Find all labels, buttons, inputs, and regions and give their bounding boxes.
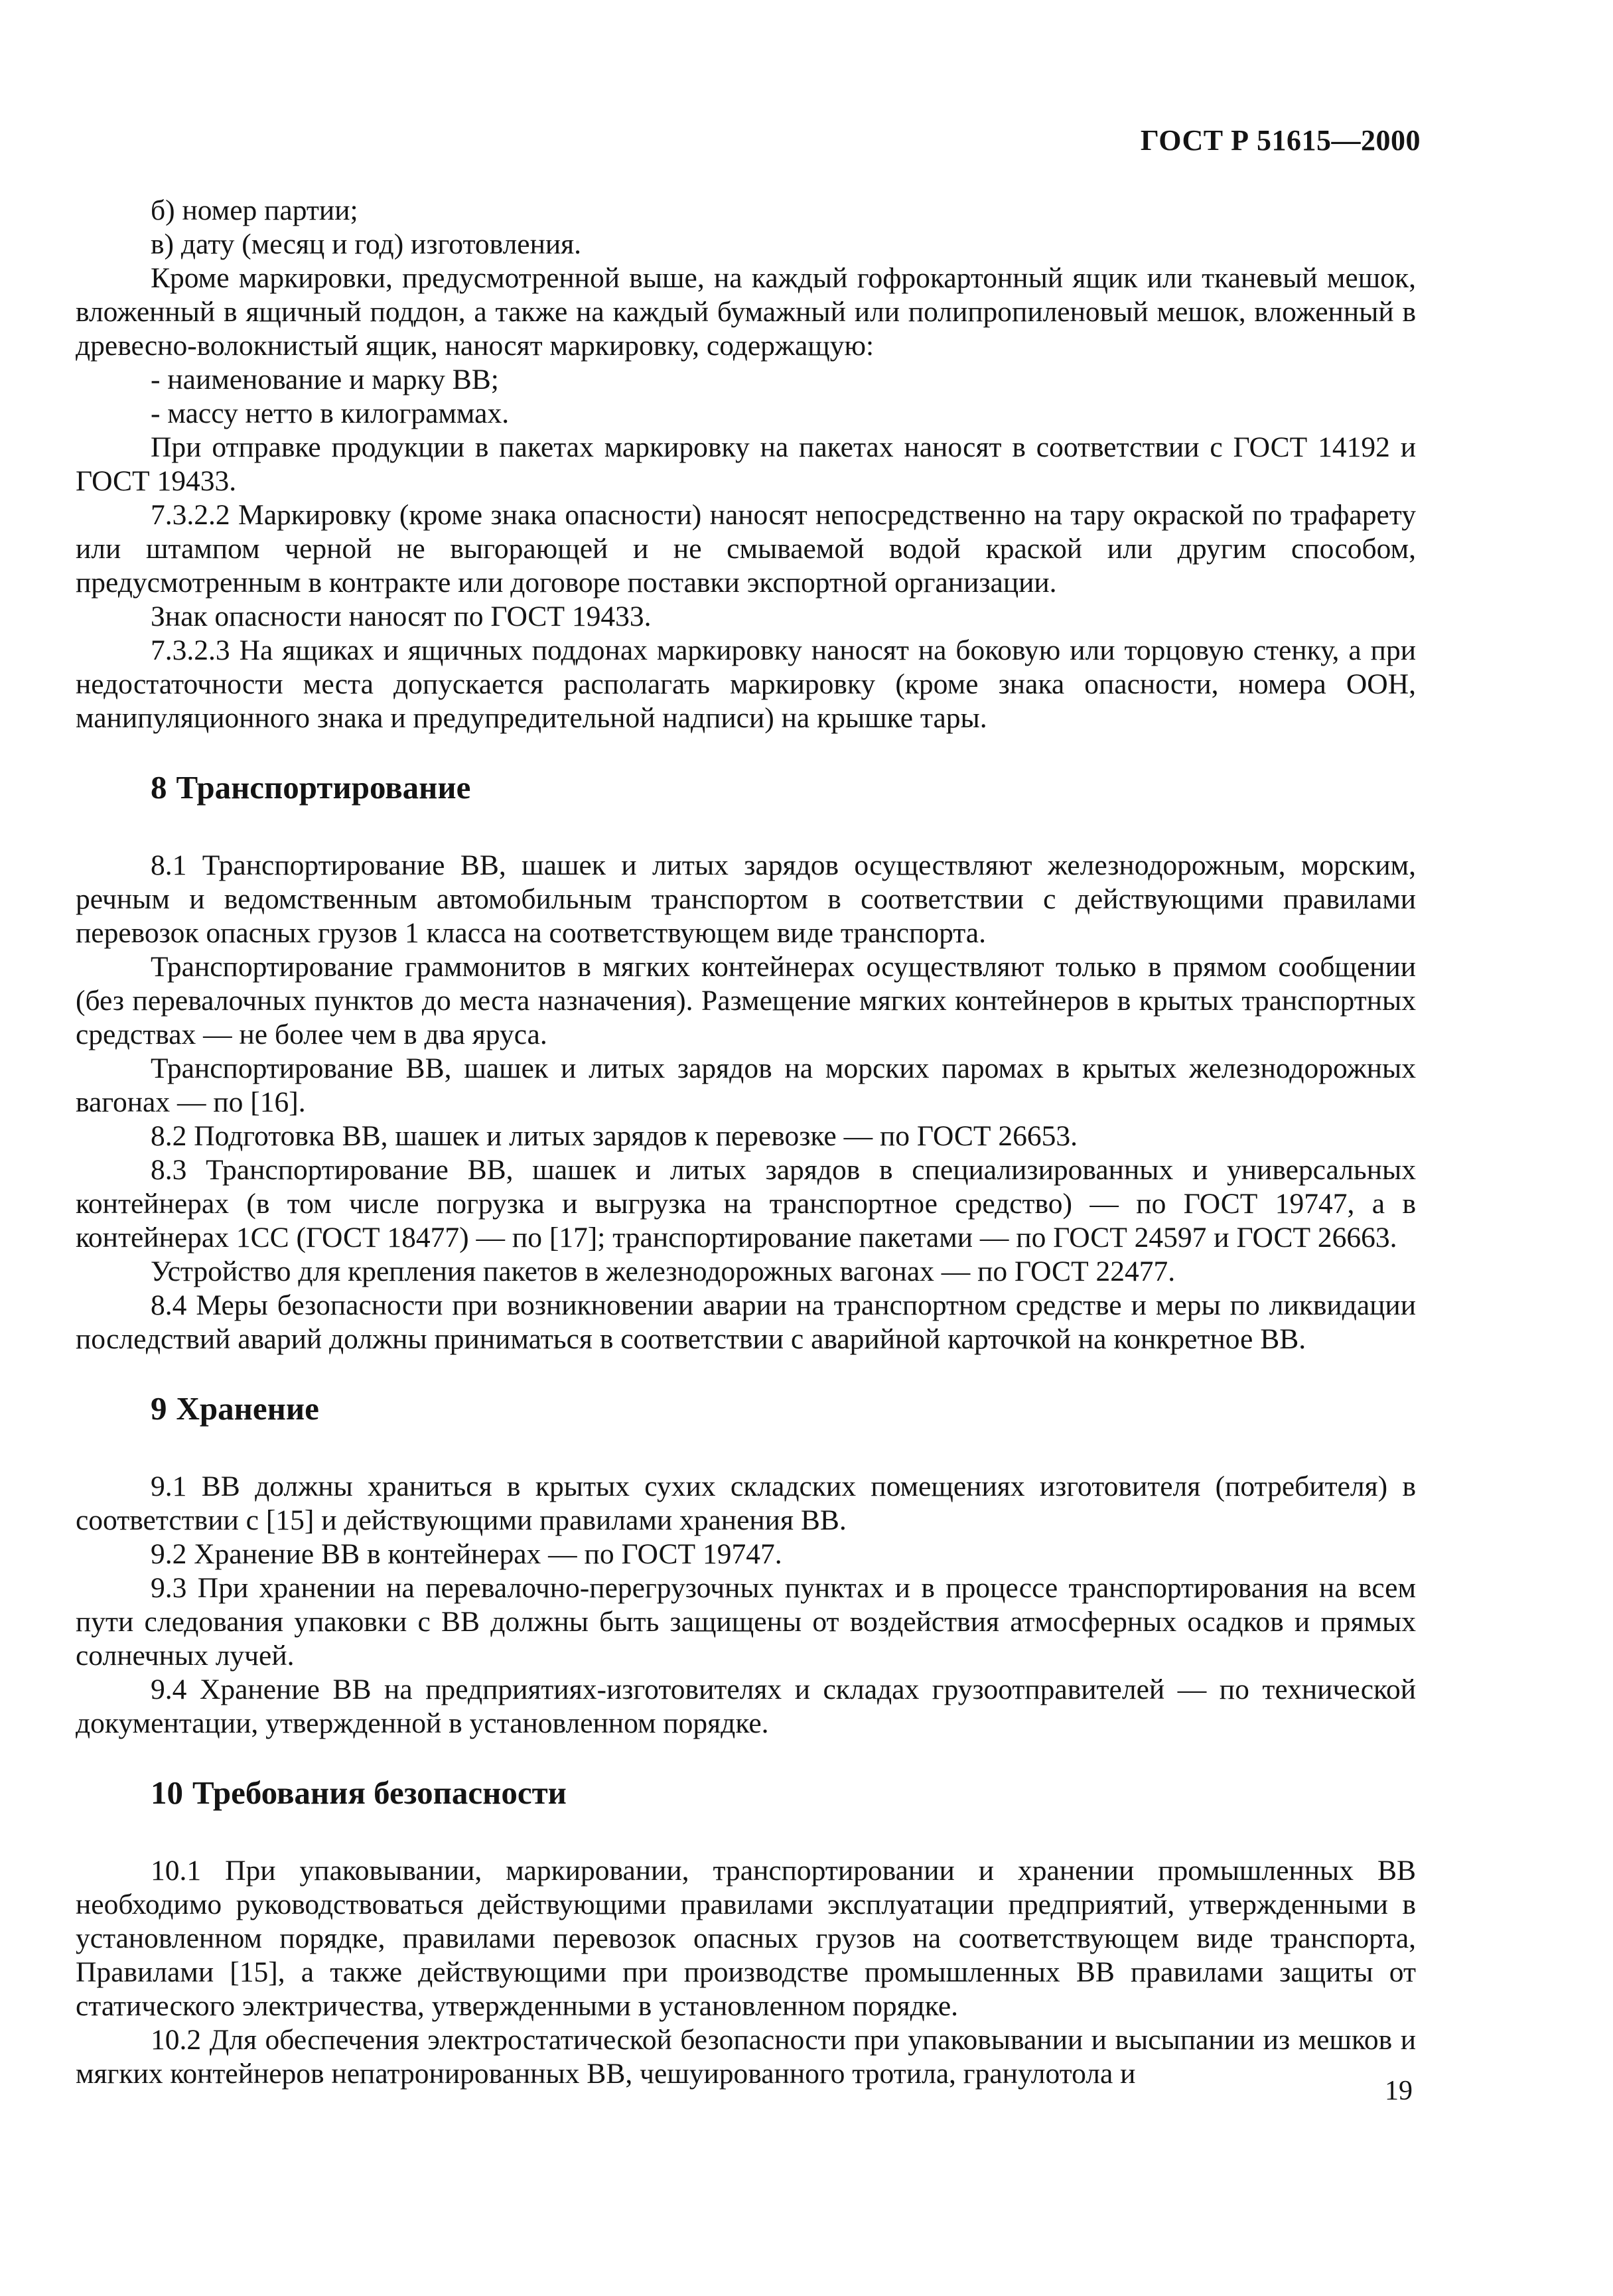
- section-title: Требования безопасности: [192, 1774, 567, 1811]
- page-number: 19: [1385, 2076, 1413, 2106]
- clause-10-1: 10.1 При упаковывании, маркировании, транспортировании и хранении промышленных ВВ необходимо руководствоваться действующими правилами эксплуатации предприятий, утвержденными в установленном порядке, правилами перевозок опасных грузов на соответствующем виде транспорта, Правилами [15], а также действующими при производстве промышленных ВВ правилами защиты от статического электричества, утвержденными в установленном порядке.: [76, 1855, 1416, 2022]
- clause-8-4: 8.4 Меры безопасности при возникновении аварии на транспортном средстве и меры по ликвидации последствий аварий должны приниматься в соответствии с аварийной карточкой на конкретное ВВ.: [76, 1289, 1416, 1355]
- clause-8-3: 8.3 Транспортирование ВВ, шашек и литых зарядов в специализированных и универсальных контейнерах (в том числе погрузка и выгрузка на транспортное средство) — по ГОСТ 19747, а в контейнерах 1СС (ГОСТ 18477) — по [17]; транспортирование пакетами — по ГОСТ 24597 и ГОСТ 26663.: [76, 1154, 1416, 1254]
- list-item-batch-number: б) номер партии;: [151, 194, 358, 226]
- clause-8-2: 8.2 Подготовка ВВ, шашек и литых зарядов к перевозке — по ГОСТ 26653.: [151, 1120, 1078, 1152]
- clause-9-4: 9.4 Хранение ВВ на предприятиях-изготовителях и складах грузоотправителей — по технической документации, утвержденной в установленном порядке.: [76, 1674, 1416, 1739]
- clause-10-2: 10.2 Для обеспечения электростатической безопасности при упаковывании и высыпании из мешков и мягких контейнеров непатронированных ВВ, чешуированного тротила, гранулотола и: [76, 2024, 1416, 2090]
- clause-7-3-2-3: 7.3.2.3 На ящиках и ящичных поддонах маркировку наносят на боковую или торцовую стенку, а при недостаточности места допускается располагать маркировку (кроме знака опасности, номера ООН, манипуляционного знака и предупредительной надписи) на крышке тары.: [76, 634, 1416, 734]
- section-title: Хранение: [176, 1390, 319, 1427]
- section-number: 10: [151, 1774, 183, 1811]
- clause-7-3-2-2: 7.3.2.2 Маркировку (кроме знака опасности) наносят непосредственно на тару окраской по трафарету или штампом черной не выгорающей и не смываемой водой краской или другим способом, предусмотренным в контракте или договоре поставки экспортной организации.: [76, 499, 1416, 599]
- paragraph: Знак опасности наносят по ГОСТ 19433.: [151, 601, 652, 632]
- clause-9-3: 9.3 При хранении на перевалочно-перегрузочных пунктах и в процессе транспортирования на всем пути следования упаковки с ВВ должны быть защищены от воздействия атмосферных осадков и прямых солнечных лучей.: [76, 1572, 1416, 1672]
- list-item-manufacture-date: в) дату (месяц и год) изготовления.: [151, 228, 582, 260]
- section-number: 8: [151, 769, 167, 806]
- paragraph: Транспортирование граммонитов в мягких контейнерах осуществляют только в прямом сообщении (без перевалочных пунктов до места назначения). Размещение мягких контейнеров в крытых транспортных средствах — не более чем в два яруса.: [76, 951, 1416, 1050]
- paragraph: При отправке продукции в пакетах маркировку на пакетах наносят в соответствии с ГОСТ 14192 и ГОСТ 19433.: [76, 431, 1416, 497]
- section-heading-safety: [76, 1773, 1416, 1813]
- paragraph: Устройство для крепления пакетов в железнодорожных вагонах — по ГОСТ 22477.: [151, 1256, 1176, 1287]
- list-item-name-grade: - наименование и марку ВВ;: [151, 364, 499, 395]
- section-heading-storage: [76, 1389, 1416, 1429]
- section-number: 9: [151, 1390, 167, 1427]
- section-title: Транспортирование: [176, 769, 471, 806]
- section-heading-transport: [76, 768, 1416, 808]
- clause-9-2: 9.2 Хранение ВВ в контейнерах — по ГОСТ 19747.: [151, 1538, 782, 1570]
- standard-code-header: ГОСТ Р 51615—2000: [1140, 124, 1421, 157]
- document-body: [76, 194, 1416, 2091]
- clause-8-1: 8.1 Транспортирование ВВ, шашек и литых зарядов осуществляют железнодорожным, морским, речным и ведомственным автомобильным транспортом в соответствии с действующими правилами перевозок опасных грузов 1 класса на соответствующем виде транспорта.: [76, 849, 1416, 949]
- paragraph: Кроме маркировки, предусмотренной выше, на каждый гофрокартонный ящик или тканевый мешок, вложенный в ящичный поддон, а также на каждый бумажный или полипропиленовый мешок, вложенный в древесно-волокнистый ящик, наносят маркировку, содержащую:: [76, 262, 1416, 362]
- clause-9-1: 9.1 ВВ должны храниться в крытых сухих складских помещениях изготовителя (потребителя) в соответствии с [15] и действующими правилами хранения ВВ.: [76, 1471, 1416, 1536]
- list-item-net-mass: - массу нетто в килограммах.: [151, 397, 510, 429]
- paragraph: Транспортирование ВВ, шашек и литых зарядов на морских паромах в крытых железнодорожных вагонах — по [16].: [76, 1052, 1416, 1118]
